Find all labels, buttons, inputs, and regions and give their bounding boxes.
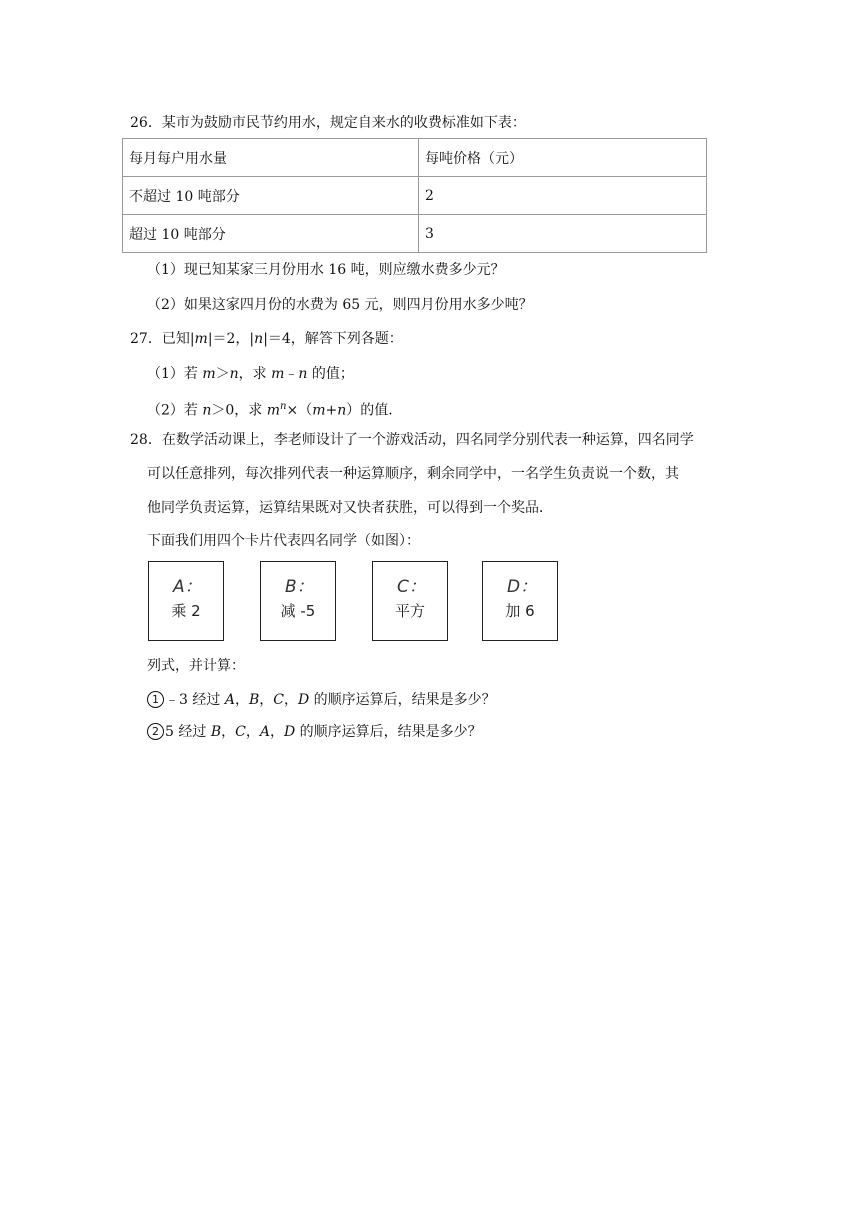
variable: B: [248, 692, 260, 708]
variable: A: [259, 724, 270, 740]
variable: n: [337, 402, 347, 419]
q28-problem-2: [147, 722, 482, 742]
text: （2）若: [147, 402, 203, 419]
text: ，: [283, 692, 298, 708]
table-cell: 3: [419, 215, 707, 253]
variable: m: [202, 366, 216, 382]
text: ，: [221, 724, 236, 740]
text: 的值；: [307, 366, 354, 382]
table-header-row: [123, 139, 707, 177]
text: |＝2，|: [207, 331, 255, 347]
table-row: [123, 177, 707, 215]
card-operation: 减 -5: [280, 602, 316, 620]
q28-problem-1: [147, 690, 496, 710]
variable: n: [229, 366, 239, 382]
variable: B: [210, 724, 222, 740]
card-c: [372, 561, 448, 641]
text: ×（: [286, 402, 313, 419]
text: +: [325, 402, 338, 419]
variable: C: [235, 724, 246, 740]
text: ，: [234, 692, 249, 708]
q27-subquestion-2: [147, 397, 402, 421]
variable: C: [273, 692, 284, 708]
text: 5 经过: [165, 724, 211, 740]
q26-subquestion-1: （1）现已知某家三月份用水 16 吨，则应缴水费多少元？: [147, 262, 505, 278]
card-operation: 乘 2: [171, 602, 201, 620]
text: ﹣: [284, 366, 299, 382]
text: ＞: [215, 366, 230, 382]
q26-subquestion-2: （2）如果这家四月份的水费为 65 元，则四月份用水多少吨？: [147, 297, 533, 313]
variable: n: [298, 366, 308, 382]
text: 的顺序运算后，结果是多少？: [309, 692, 496, 708]
card-label: A：: [173, 577, 202, 597]
card-b: [260, 561, 336, 641]
variable: m: [266, 402, 281, 419]
q27-title: [130, 329, 403, 349]
variable: A: [224, 692, 235, 708]
circled-number-icon: 2: [147, 723, 164, 740]
variable: n: [202, 402, 212, 419]
q28-line-1: 28．在数学活动课上，李老师设计了一个游戏活动，四名同学分别代表一种运算，四名同学: [130, 432, 694, 448]
exponent: n: [280, 401, 287, 412]
card-label: B：: [285, 577, 314, 597]
card-operation: 平方: [394, 602, 425, 620]
text: ，: [245, 724, 260, 740]
variable: n: [254, 331, 264, 347]
card-label: D：: [507, 577, 538, 597]
table-cell: 2: [419, 177, 707, 215]
card-label: C：: [397, 577, 426, 597]
card-d: [482, 561, 558, 641]
fee-table: [122, 138, 707, 253]
text: ＞0，求: [211, 402, 267, 419]
text: |＝4，解答下列各题：: [263, 331, 403, 347]
q26-title: 26．某市为鼓励市民节约用水，规定自来水的收费标准如下表：: [130, 115, 526, 131]
card-a: [148, 561, 224, 641]
q28-instruction: 列式，并计算：: [147, 658, 245, 674]
variable: m: [312, 402, 326, 419]
text: 27．已知|: [130, 331, 195, 347]
circled-number-icon: 1: [147, 691, 164, 708]
variable: m: [271, 366, 285, 382]
q28-line-3: 他同学负责运算，运算结果既对又快者获胜，可以得到一个奖品．: [147, 500, 553, 516]
variable: m: [194, 331, 208, 347]
q27-subquestion-1: [147, 364, 354, 384]
text: （1）若: [147, 366, 203, 382]
text: 的顺序运算后，结果是多少？: [295, 724, 482, 740]
table-header-cell: 每吨价格（元）: [419, 139, 707, 177]
q28-line-4: 下面我们用四个卡片代表四名同学（如图）：: [147, 533, 420, 549]
text: ，: [259, 692, 274, 708]
table-header-cell: 每月每户用水量: [123, 139, 419, 177]
text: ，: [269, 724, 284, 740]
card-operation: 加 6: [505, 602, 535, 620]
table-cell: 超过 10 吨部分: [123, 215, 419, 253]
text: ，求: [238, 366, 272, 382]
table-row: [123, 215, 707, 253]
variable: D: [283, 724, 296, 740]
table-cell: 不超过 10 吨部分: [123, 177, 419, 215]
variable: D: [297, 692, 310, 708]
text: ）的值．: [346, 402, 403, 419]
q28-line-2: 可以任意排列，每次排列代表一种运算顺序，剩余同学中，一名学生负责说一个数，其: [147, 466, 679, 482]
text: ﹣3 经过: [165, 692, 225, 708]
